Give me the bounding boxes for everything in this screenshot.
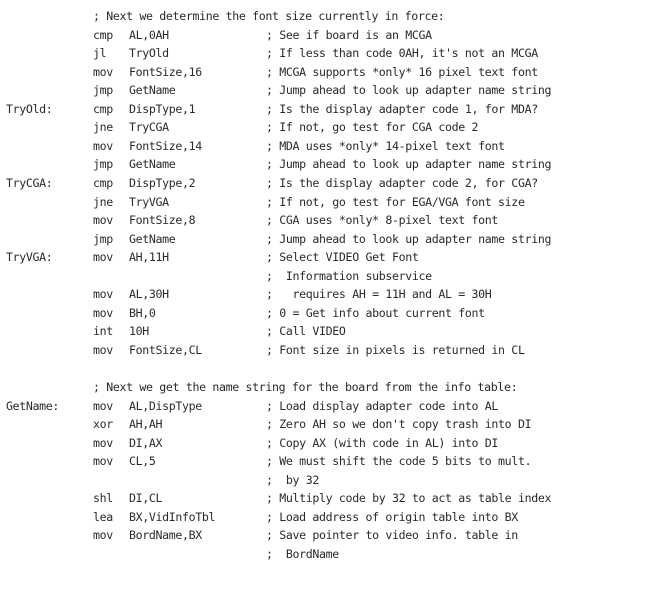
operands: TryOld — [129, 46, 169, 61]
line-comment: ; Load display adapter code into AL — [266, 398, 499, 413]
operands: FontSize,8 — [129, 213, 196, 228]
line-comment: ; Jump ahead to look up adapter name string — [266, 157, 552, 172]
opcode: jmp — [93, 231, 113, 246]
operands: DI,CL — [129, 491, 163, 506]
opcode: mov — [93, 138, 113, 153]
line-comment: ; Multiply code by 32 to act as table index — [266, 491, 552, 506]
line-comment: ; Save pointer to video info. table in — [266, 528, 518, 543]
line-comment: ; Zero AH so we don't copy trash into DI — [266, 417, 532, 432]
line-comment: ; If not, go test for EGA/VGA font size — [266, 194, 525, 209]
opcode: mov — [93, 213, 113, 228]
operands: AL,30H — [129, 287, 169, 302]
opcode: mov — [93, 305, 113, 320]
operands: DI,AX — [129, 435, 163, 450]
code-label: GetName: — [6, 398, 60, 413]
opcode: jmp — [93, 83, 113, 98]
operands: FontSize,14 — [129, 138, 202, 153]
operands: FontSize,16 — [129, 64, 202, 79]
operands: AL,0AH — [129, 27, 169, 42]
code-label: TryVGA: — [6, 250, 53, 265]
operands: DispType,1 — [129, 101, 196, 116]
line-comment: ; Is the display adapter code 2, for CGA? — [266, 175, 538, 190]
code-label: TryOld: — [6, 101, 53, 116]
operands: BordName,BX — [129, 528, 202, 543]
opcode: mov — [93, 342, 113, 357]
line-comment: ; Call VIDEO — [266, 324, 346, 339]
opcode: cmp — [93, 101, 113, 116]
line-comment: ; Load address of origin table into BX — [266, 509, 518, 524]
opcode: cmp — [93, 27, 113, 42]
line-comment: ; MCGA supports *only* 16 pixel text font — [266, 64, 538, 79]
line-comment: ; Jump ahead to look up adapter name string — [266, 83, 552, 98]
opcode: mov — [93, 454, 113, 469]
operands: GetName — [129, 83, 176, 98]
operands: TryCGA — [129, 120, 169, 135]
line-comment: ; If not, go test for CGA code 2 — [266, 120, 479, 135]
operands: AL,DispType — [129, 398, 202, 413]
opcode: mov — [93, 528, 113, 543]
operands: FontSize,CL — [129, 342, 202, 357]
operands: AH,11H — [129, 250, 169, 265]
section-comment: ; Next we determine the font size currently in force: — [93, 9, 445, 23]
line-comment: ; Copy AX (with code in AL) into DI — [266, 435, 499, 450]
opcode: jne — [93, 120, 113, 135]
code-label: TryCGA: — [6, 175, 53, 190]
opcode: jne — [93, 194, 113, 209]
continued-comment: ; by 32 — [266, 472, 320, 487]
opcode: cmp — [93, 175, 113, 190]
operands: 10H — [129, 324, 149, 339]
line-comment: ; Is the display adapter code 1, for MDA? — [266, 101, 538, 116]
line-comment: ; Font size in pixels is returned in CL — [266, 342, 525, 357]
operands: GetName — [129, 157, 176, 172]
opcode: lea — [93, 509, 113, 524]
opcode: int — [93, 324, 113, 339]
section-comment: ; Next we get the name string for the board from the info table: — [93, 380, 518, 394]
operands: TryVGA — [129, 194, 169, 209]
opcode: jmp — [93, 157, 113, 172]
continued-comment: ; Information subservice — [266, 268, 432, 283]
line-comment: ; MDA uses *only* 14-pixel text font — [266, 138, 505, 153]
operands: GetName — [129, 231, 176, 246]
operands: BH,0 — [129, 305, 156, 320]
opcode: mov — [93, 250, 113, 265]
line-comment: ; CGA uses *only* 8-pixel text font — [266, 213, 499, 228]
line-comment: ; requires AH = 11H and AL = 30H — [266, 287, 492, 302]
opcode: mov — [93, 398, 113, 413]
operands: DispType,2 — [129, 175, 196, 190]
opcode: shl — [93, 491, 113, 506]
line-comment: ; We must shift the code 5 bits to mult. — [266, 454, 532, 469]
operands: CL,5 — [129, 454, 156, 469]
opcode: xor — [93, 417, 113, 432]
opcode: jl — [93, 46, 107, 61]
line-comment: ; 0 = Get info about current font — [266, 305, 485, 320]
operands: AH,AH — [129, 417, 163, 432]
line-comment: ; If less than code 0AH, it's not an MCGA — [266, 46, 538, 61]
opcode: mov — [93, 64, 113, 79]
continued-comment: ; BordName — [266, 546, 339, 561]
operands: BX,VidInfoTbl — [129, 509, 216, 524]
line-comment: ; See if board is an MCGA — [266, 27, 432, 42]
line-comment: ; Jump ahead to look up adapter name string — [266, 231, 552, 246]
line-comment: ; Select VIDEO Get Font — [266, 250, 419, 265]
opcode: mov — [93, 287, 113, 302]
opcode: mov — [93, 435, 113, 450]
